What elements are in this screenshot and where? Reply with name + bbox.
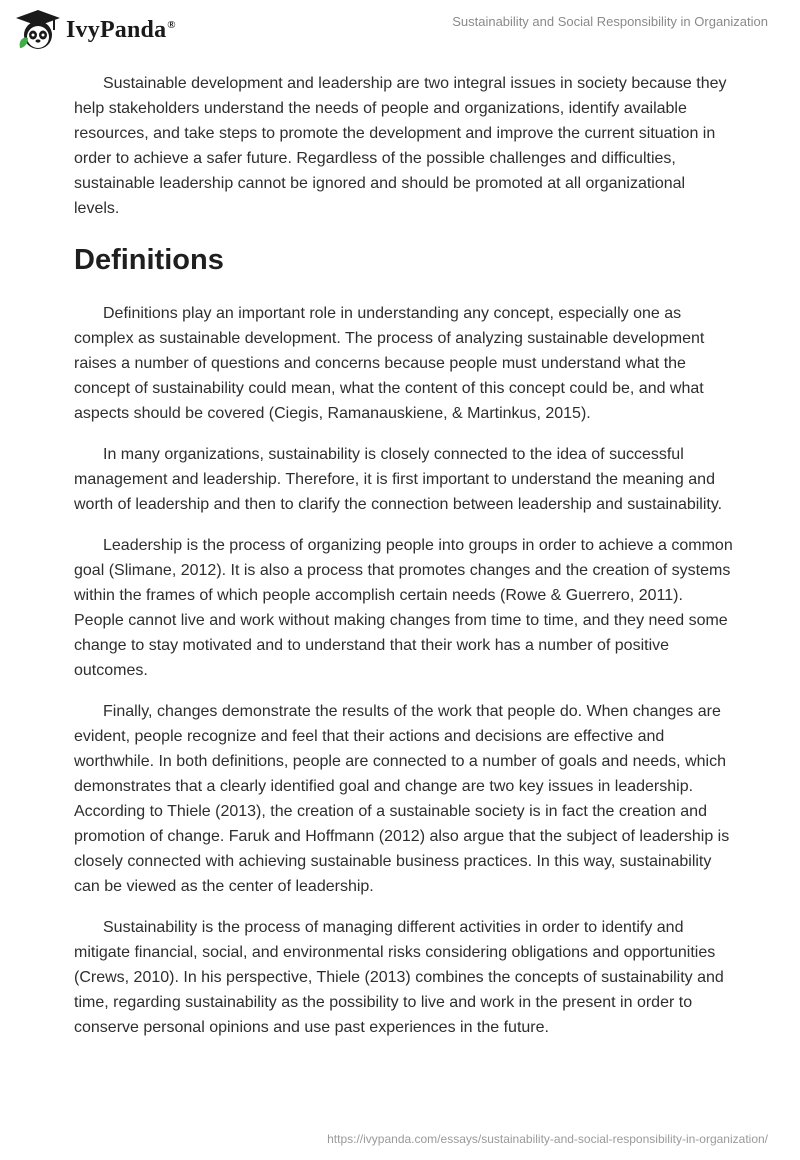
essay-content: [74, 71, 734, 1056]
essay-title: Sustainability and Social Responsibility in Organization: [452, 14, 768, 29]
brand-name: IvyPanda: [66, 16, 167, 43]
intro-paragraph: Sustainable development and leadership are two integral issues in society because they help stakeholders understand the needs of people and organizations, identify available resources, and take steps to promote the development and improve the current situation in order to achieve a safer future. Regardless of the possible challenges and difficulties, sustainable leadership cannot be ignored and should be promoted at all organizational levels.: [74, 75, 727, 217]
registered-mark: ®: [167, 18, 176, 31]
panda-logo-icon: [14, 8, 62, 52]
paragraph: Definitions play an important role in understanding any concept, especially one as complex as sustainable development. The process of analyzing sustainable development raises a number of questions and concerns because people must understand what the concept of sustainability could mean, what the content of this concept could be, and what aspects should be covered (Ciegis, Ramanauskiene, & Martinkus, 2015).: [74, 305, 705, 422]
source-url[interactable]: https://ivypanda.com/essays/sustainability-and-social-responsibility-in-organization/: [327, 1132, 768, 1146]
paragraph: Leadership is the process of organizing people into groups in order to achieve a common goal (Slimane, 2012). It is also a process that promotes changes and the creation of systems within the frames of which people accomplish certain needs (Rowe & Guerrero, 2011). People cannot live and work without making changes from time to time, and they need some change to stay motivated and to understand that their work has a number of positive outcomes.: [74, 537, 733, 679]
paragraph: In many organizations, sustainability is closely connected to the idea of successful management and leadership. Therefore, it is first important to understand the meaning and worth of leadership and then to clarify the connection between leadership and sustainability.: [74, 446, 723, 513]
paragraph: Finally, changes demonstrate the results of the work that people do. When changes are evident, people recognize and feel that their actions and decisions are effective and worthwhile. In both definitions, people are connected to a number of goals and needs, which demonstrates that a clearly identified goal and change are two key issues in leadership. According to Thiele (2013), the creation of a sustainable society is in fact the creation and promotion of change. Faruk and Hoffmann (2012) also argue that the subject of leadership is closely connected with achieving sustainable business practices. In this way, sustainability can be viewed as the center of leadership.: [74, 703, 730, 895]
page-header: [0, 0, 800, 60]
ivypanda-logo[interactable]: [14, 8, 176, 52]
section-heading: Definitions: [74, 244, 224, 276]
paragraph: Sustainability is the process of managing different activities in order to identify and mitigate financial, social, and environmental risks considering obligations and opportunities (Crews, 2010). In his perspective, Thiele (2013) combines the concepts of sustainability and time, regarding sustainability as the possibility to live and work in the present in order to conserve personal opinions and use past experiences in the future.: [74, 919, 724, 1036]
